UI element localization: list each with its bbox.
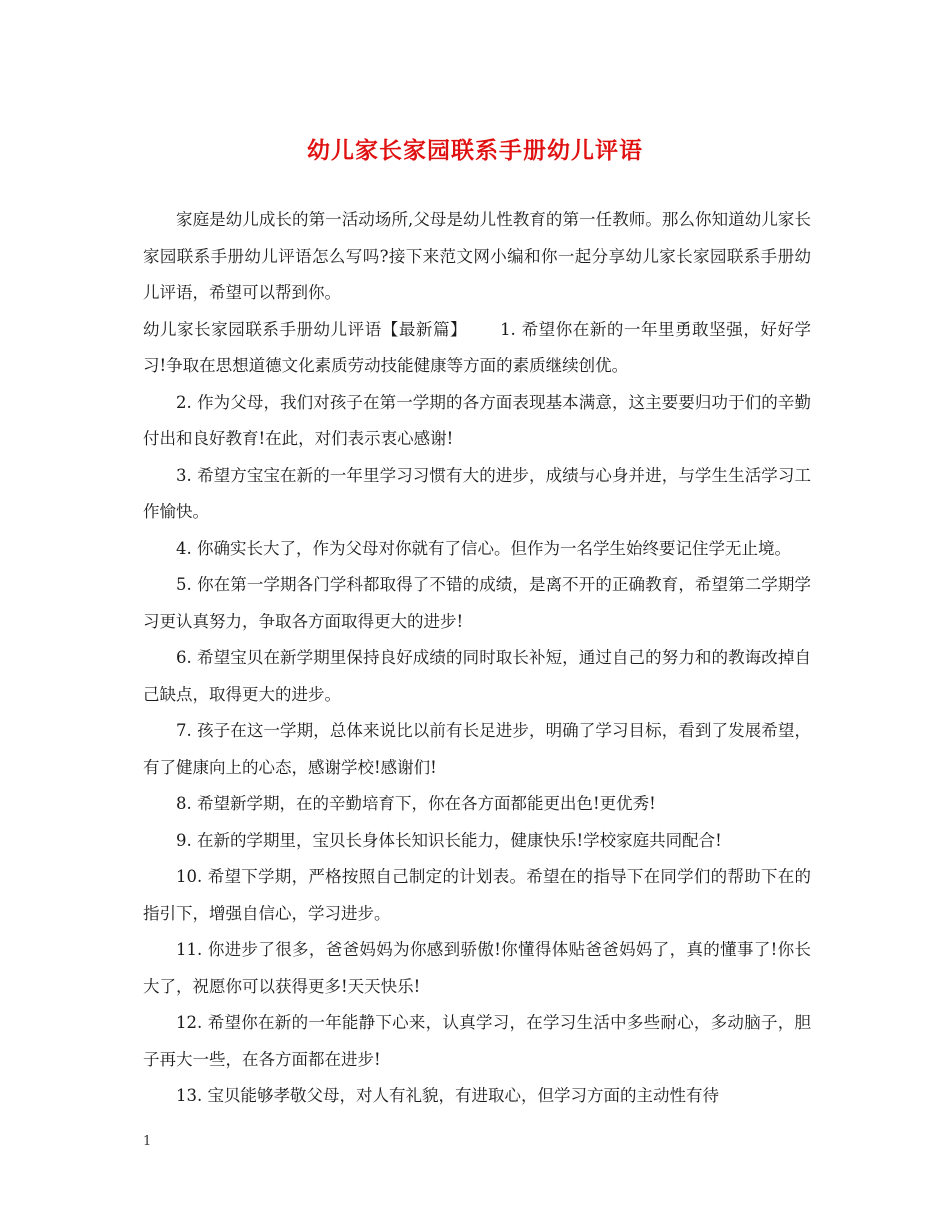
comment-item-3: 3. 希望方宝宝在新的一年里学习习惯有大的进步，成绩与心身并进，与学生生活学习工作愉快。 [143,465,811,521]
document-title: 幼儿家长家园联系手册幼儿评语 [307,137,643,164]
comment-item-13: 13. 宝贝能够孝敬父母，对人有礼貌，有进取心，但学习方面的主动性有待 [176,1086,719,1105]
document-body [143,202,811,1115]
section-paragraph [143,312,811,385]
comment-item-10: 10. 希望下学期，严格按照自己制定的计划表。希望在的指导下在同学们的帮助下在的指引下，增强自信心，学习进步。 [143,867,811,923]
comment-item-9: 9. 在新的学期里，宝贝长身体长知识长能力，健康快乐!学校家庭共同配合! [176,830,722,850]
comment-item-8: 8. 希望新学期，在的辛勤培育下，你在各方面都能更出色!更优秀! [176,794,656,813]
page-number: 1 [143,1134,152,1149]
section-heading: 幼儿家长家园联系手册幼儿评语【最新篇】 [143,319,468,339]
comment-item-1: 1. 希望你在新的一年里勇敢坚强，好好学习!争取在思想道德文化素质劳动技能健康等方面的素质继续创优。 [143,319,811,375]
comment-item-4: 4. 你确实长大了，作为父母对你就有了信心。但作为一名学生始终要记住学无止境。 [176,538,791,558]
section-gap [467,320,500,339]
comment-item-11: 11. 你进步了很多，爸爸妈妈为你感到骄傲!你懂得体贴爸爸妈妈了，真的懂事了!你长大了，祝愿你可以获得更多!天天快乐! [143,940,811,996]
comment-item-7: 7. 孩子在这一学期，总体来说比以前有长足进步，明确了学习目标，看到了发展希望，有了健康向上的心态，感谢学校!感谢们! [143,721,811,777]
comment-item-2: 2. 作为父母，我们对孩子在第一学期的各方面表现基本满意，这主要要归功于们的辛勤付出和良好教育!在此，对们表示衷心感谢! [143,392,811,448]
intro-paragraph: 家庭是幼儿成长的第一活动场所,父母是幼儿性教育的第一任教师。那么你知道幼儿家长家园联系手册幼儿评语怎么写吗?接下来范文网小编和你一起分享幼儿家长家园联系手册幼儿评语，希望可以帮到你。 [143,210,811,302]
comment-item-5: 5. 你在第一学期各门学科都取得了不错的成绩，是离不开的正确教育，希望第二学期学习更认真努力，争取各方面取得更大的进步! [143,575,811,631]
comment-item-12: 12. 希望你在新的一年能静下心来，认真学习，在学习生活中多些耐心，多动脑子，胆子再大一些，在各方面都在进步! [143,1013,811,1069]
comment-item-6: 6. 希望宝贝在新学期里保持良好成绩的同时取长补短，通过自己的努力和的教诲改掉自己缺点，取得更大的进步。 [143,648,811,704]
